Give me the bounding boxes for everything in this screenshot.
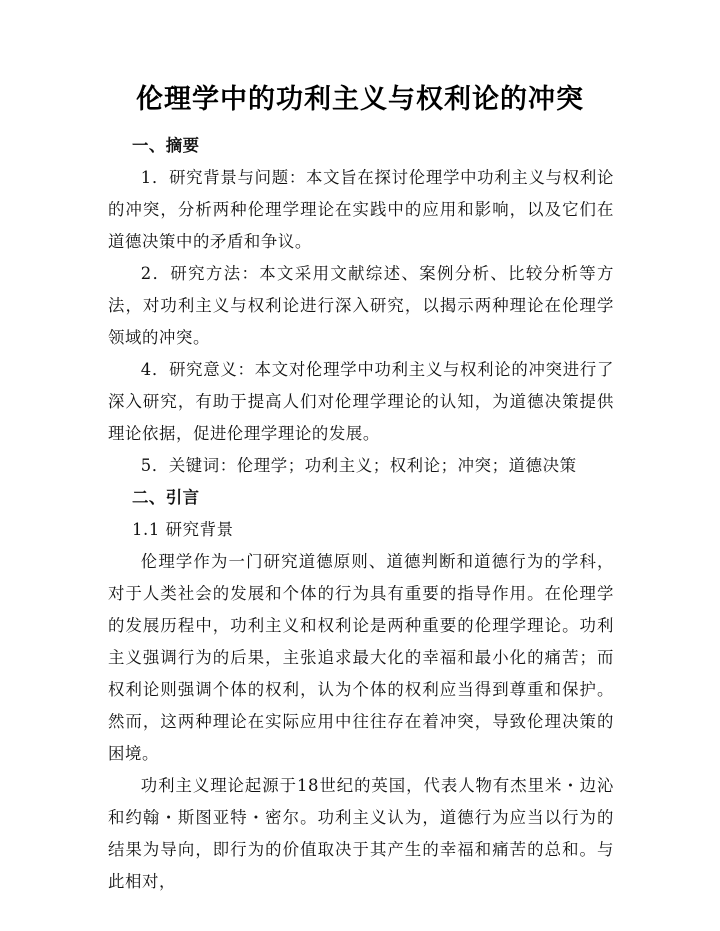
intro-paragraph-1: 伦理学作为一门研究道德原则、道德判断和道德行为的学科，对于人类社会的发展和个体的行为具有重要的指导作用。在伦理学的发展历程中，功利主义和权利论是两种重要的伦理学理论。功利主义强调行为的后果，主张追求最大化的幸福和最小化的痛苦；而权利论则强调个体的权利，认为个体的权利应当得到尊重和保护。然而，这两种理论在实际应用中往往存在着冲突，导致伦理决策的困境。 — [108, 552, 614, 763]
abstract-significance: 4．研究意义：本文对伦理学中功利主义与权利论的冲突进行了深入研究，有助于提高人们对伦理学理论的认知，为道德决策提供理论依据，促进伦理学理论的发展。 — [108, 360, 614, 443]
document-title: 伦理学中的功利主义与权利论的冲突 — [136, 84, 584, 115]
document-body — [108, 130, 614, 898]
section-heading-introduction: 二、引言 — [132, 488, 200, 507]
intro-paragraph-2: 功利主义理论起源于18世纪的英国，代表人物有杰里米・边沁和约翰・斯图亚特・密尔。功利主义认为，道德行为应当以行为的结果为导向，即行为的价值取决于其产生的幸福和痛苦的总和。与此相对， — [108, 776, 614, 891]
abstract-keywords: 5．关键词：伦理学；功利主义；权利论；冲突；道德决策 — [140, 456, 577, 475]
section-heading-abstract: 一、摘要 — [132, 136, 200, 155]
abstract-method: 2．研究方法：本文采用文献综述、案例分析、比较分析等方法，对功利主义与权利论进行深入研究，以揭示两种理论在伦理学领域的冲突。 — [108, 264, 614, 347]
subsection-heading-background: 1.1 研究背景 — [132, 520, 234, 539]
abstract-background: 1．研究背景与问题：本文旨在探讨伦理学中功利主义与权利论的冲突，分析两种伦理学理论在实践中的应用和影响，以及它们在道德决策中的矛盾和争议。 — [108, 168, 614, 251]
